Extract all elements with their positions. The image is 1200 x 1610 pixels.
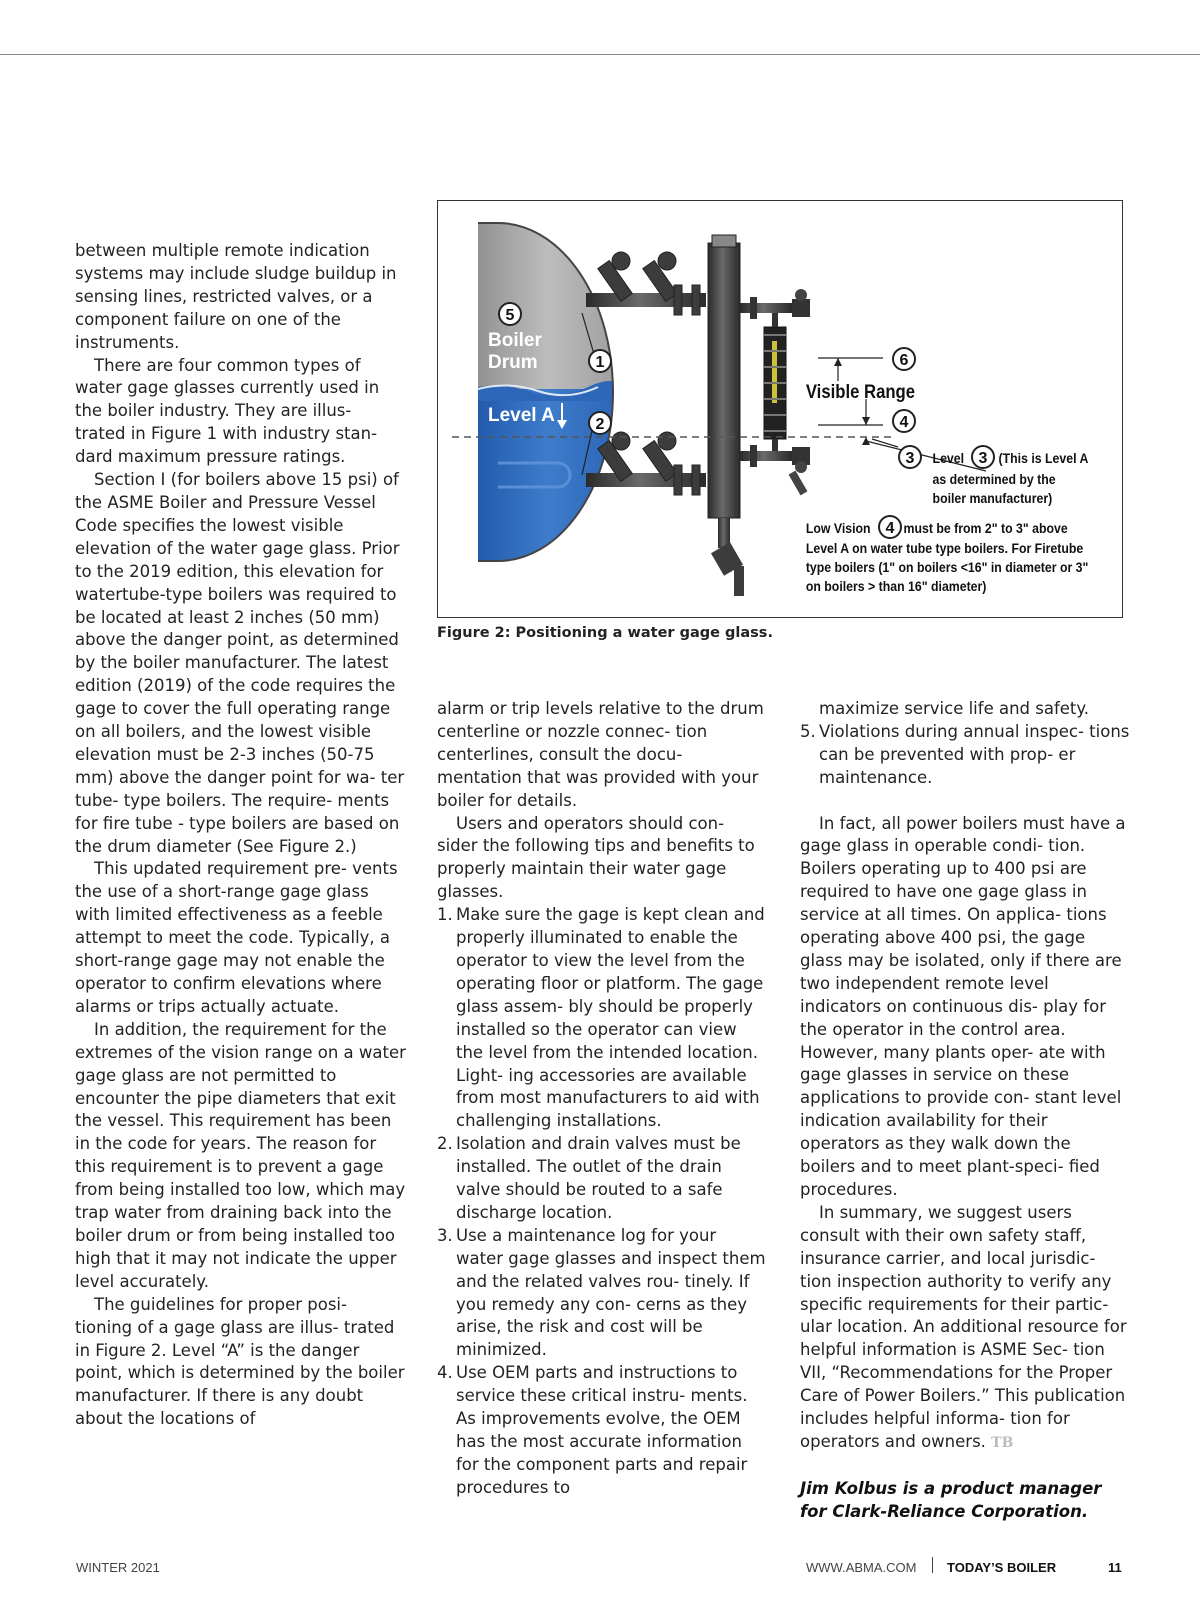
article-column-1 xyxy=(75,240,407,1431)
figure-caption: Figure 2: Positioning a water gage glass. xyxy=(437,625,773,641)
list-item xyxy=(800,721,1130,790)
paragraph: alarm or trip levels relative to the drum centerline or nozzle connec- tion centerlines, consult the docu- mentation that was provided with your boiler for details. xyxy=(437,699,764,810)
drum-label-boiler: Boiler xyxy=(488,330,542,351)
header-rule xyxy=(0,54,1200,55)
article-column-2 xyxy=(437,698,767,1500)
low-vision-line1: must be from 2" to 3" above xyxy=(903,520,1068,537)
level-a-label: Level A xyxy=(488,405,555,426)
callout-1: 1 xyxy=(595,354,605,371)
callout-4: 4 xyxy=(899,414,909,431)
list-item xyxy=(437,1133,767,1225)
drum-label-drum: Drum xyxy=(488,352,538,373)
author-bio: Jim Kolbus is a product manager for Clark-Reliance Corporation. xyxy=(800,1478,1102,1521)
list-text: Make sure the gage is kept clean and properly illuminated to enable the operator to view the level from the operating floor or platform. The gage glass assem- bly should be properly installed so the operator can view the level from the intended location. Light- ing accessories are available from most manufacturers to aid with challenging installations. xyxy=(456,905,765,1131)
low-vision-line3: type boilers (1" on boilers <16" in diameter or 3" xyxy=(805,559,1089,576)
list-text: Violations during annual inspec- tions can be prevented with prop- er maintenance. xyxy=(819,721,1130,787)
list-item xyxy=(437,1362,767,1499)
page-number: 11 xyxy=(1108,1560,1122,1575)
list-text: Isolation and drain valves must be installed. The outlet of the drain valve should be routed to a safe discharge location. xyxy=(456,1134,741,1222)
footer-magazine: TODAY’S BOILER xyxy=(947,1560,1057,1575)
list-text: Use OEM parts and instructions to service these critical instru- ments. As improvements evolve, the OEM has the most accurate information for the component parts and repair procedures to xyxy=(456,1363,748,1497)
paragraph: The guidelines for proper posi- tioning of a gage glass are illus- trated in Figure 2. Level “A” is the danger point, which is determined by the boiler manufacturer. If there is any doubt about the locations of xyxy=(75,1294,405,1429)
callout-4b: 4 xyxy=(885,520,895,537)
callout-6: 6 xyxy=(899,352,909,369)
low-vision-line4: on boilers > than 16" diameter) xyxy=(805,578,987,595)
paragraph-text: In summary, we suggest users consult with their own safety staff, insurance carrier, and local jurisdic- tion inspection authority to verify any specific requirements for their partic- ular location. An additional resource for helpful information is ASME Sec- tion VII, “Recommendations for the Proper Care of Power Boilers.” This publication includes helpful informa- tion for operators and owners. xyxy=(800,1202,1127,1451)
callout-3b: 3 xyxy=(978,450,988,467)
list-number: 3. xyxy=(437,1225,453,1245)
footer-url: WWW.ABMA.COM xyxy=(806,1560,917,1575)
level-3-prefix: Level xyxy=(932,450,965,467)
footer-divider xyxy=(932,1557,933,1573)
callout-2: 2 xyxy=(595,416,605,433)
list-number: 5. xyxy=(800,721,816,741)
paragraph: In fact, all power boilers must have a gage glass in operable condi- tion. Boilers operating up to 400 psi are required to have one gage glass in service at all times. On applica- tions operating above 400 psi, the gage glass may be isolated, only if there are two independent remote level indicators on continuous dis- play for the operator in the control area. However, many plants oper- ate with gage glasses in service on these applications to provide con- stant level indication availability for their operators as they walk down the boilers and to meet plant-speci- fied procedures. xyxy=(800,813,1126,1200)
paragraph: Section I (for boilers above 15 psi) of the ASME Boiler and Pressure Vessel Code specifies the lowest visible elevation of the water gage glass. Prior to the 2019 edition, this elevation for watertube-type boilers was required to be located at least 2 inches (50 mm) above the danger point, as determined by the boiler manufacturer. The latest edition (2019) of the code requires the gage to cover the full operating range on all boilers, and the lowest visible elevation must be 2-3 inches (50-75 mm) above the danger point for wa- ter tube- type boilers. The require- ments for fire tube - type boilers are based on the drum diameter (See Figure 2.) xyxy=(75,470,405,856)
paragraph: between multiple remote indication systems may include sludge buildup in sensing lines, restricted valves, or a component failure on one of the instruments. xyxy=(75,241,397,352)
callout-5: 5 xyxy=(505,307,515,324)
list-item xyxy=(437,1225,767,1362)
article-column-3 xyxy=(800,698,1130,1524)
list-number: 1. xyxy=(437,905,453,925)
end-mark: TB xyxy=(991,1434,1014,1451)
figure-2-diagram xyxy=(437,200,1123,618)
paragraph: This updated requirement pre- vents the use of a short-range gage glass with limited effectiveness as a feeble attempt to meet the code. Typically, a short-range gage may not enable the operator to confirm elevations where alarms or trips actually actuate. xyxy=(75,859,398,1016)
paragraph xyxy=(800,1202,1130,1455)
level-3-line3: boiler manufacturer) xyxy=(932,490,1053,507)
list-number: 2. xyxy=(437,1134,453,1154)
paragraph: There are four common types of water gage glasses currently used in the boiler industry. They are illus- trated in Figure 1 with industry stan- dard maximum pressure ratings. xyxy=(75,355,380,467)
level-3-line1: (This is Level A xyxy=(998,450,1089,467)
list-text: Use a maintenance log for your water gage glasses and inspect them and the related valves rou- tinely. If you remedy any con- cerns as they arise, the risk and cost will be minimized. xyxy=(456,1225,766,1360)
paragraph: In addition, the requirement for the extremes of the vision range on a water gage glass are not permitted to encounter the pipe diameters that exit the vessel. This requirement has been in the code for years. The reason for this requirement is to prevent a gage from being installed too low, which may trap water from draining back into the boiler drum or from being installed too high that it may not indicate the upper level accurately. xyxy=(75,1019,406,1291)
list-number: 4. xyxy=(437,1363,453,1383)
callout-3: 3 xyxy=(905,450,915,467)
level-3-line2: as determined by the xyxy=(932,471,1056,488)
footer-issue: WINTER 2021 xyxy=(76,1560,160,1575)
low-vision-prefix: Low Vision xyxy=(805,520,871,537)
paragraph: Users and operators should con- sider the following tips and benefits to properly maintain their water gage glasses. xyxy=(437,813,755,902)
list-continuation: maximize service life and safety. xyxy=(819,699,1090,718)
visible-range-label: Visible Range xyxy=(805,381,916,403)
low-vision-line2: Level A on water tube type boilers. For Firetube xyxy=(805,540,1084,557)
list-item xyxy=(437,904,767,1133)
